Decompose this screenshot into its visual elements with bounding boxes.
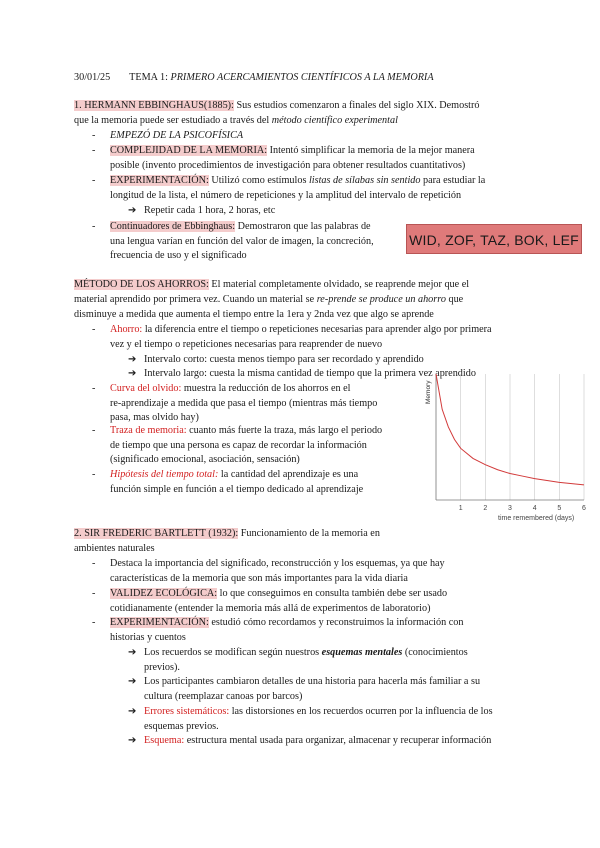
chart-tick-labels xyxy=(459,505,586,512)
ahorros-bullet-traza: Traza de memoria: cuanto más fuerte la traza, más largo el periodo de tiempo que una persona es capaz de recordar la información (significado emocional, asociación, sensación) xyxy=(110,425,383,466)
section1-sub-repetir: Repetir cada 1 hora, 2 horas, etc xyxy=(144,205,276,216)
bullet-dash: - xyxy=(92,324,96,335)
arrow-icon: ➔ xyxy=(128,735,137,746)
chart-x-tick-label: 1 xyxy=(458,505,463,512)
chart-y-axis-label: Memory xyxy=(425,380,432,404)
ahorros-sub-corto: Intervalo corto: cuesta menos tiempo para ser recordado y aprendido xyxy=(144,354,424,365)
ahorros-heading: MÉTODO DE LOS AHORROS: xyxy=(74,279,209,290)
chart-x-tick-label: 3 xyxy=(508,505,512,512)
ahorros-line1: MÉTODO DE LOS AHORROS: El material completamente olvidado, se reaprende mejor que el xyxy=(74,279,470,290)
arrow-icon: ➔ xyxy=(128,676,137,687)
bullet-dash: - xyxy=(92,175,96,186)
ahorros-line3: disminuye a medida que aumenta el tiempo entre la 1era y 2nda vez que algo se aprende xyxy=(74,309,434,320)
section1-bullet-continuadores: Continuadores de Ebbinghaus: Demostraron que las palabras de una lengua varían en función del valor de imagen, la concreción, frecuencia de uso y el significado xyxy=(110,221,374,262)
bullet-dash: - xyxy=(92,383,96,394)
ahorros-bullet-hipotesis: Hipótesis del tiempo total: la cantidad del aprendizaje es una función simple en función a el tiempo dedicado al aprendizaje xyxy=(110,469,364,495)
arrow-icon: ➔ xyxy=(128,205,137,216)
chart-x-tick-label: 2 xyxy=(483,505,488,512)
section1-intro-line1: 1. HERMANN EBBINGHAUS(1885): Sus estudios comenzaron a finales del siglo XIX. Demostró xyxy=(74,100,480,111)
section1-heading: 1. HERMANN EBBINGHAUS(1885): xyxy=(74,100,234,111)
ahorros-bullet-curva: Curva del olvido: muestra la reducción de los ahorros en el re-aprendizaje a medida que pasa el tiempo (mientras más tiempo pasa, mas olvido hay) xyxy=(110,383,378,424)
bullet-dash: - xyxy=(92,145,96,156)
chart-x-axis-label: time remembered (days) xyxy=(498,515,575,522)
section1-intro-line2: que la memoria puede ser estudiado a través del método científico experimental xyxy=(74,115,398,126)
header-date: 30/01/25 xyxy=(74,72,111,83)
bullet-dash: - xyxy=(92,558,96,569)
arrow-icon: ➔ xyxy=(128,647,137,658)
section2-bullet-experimentacion: EXPERIMENTACIÓN: estudió cómo recordamos y reconstruimos la información con historias y cuentos xyxy=(110,617,464,643)
section2-sub-participantes: Los participantes cambiaron detalles de una historia para hacerla más familiar a su cultura (reemplazar canoas por barcos) xyxy=(144,676,481,702)
section2-intro: 2. SIR FREDERIC BARTLETT (1932): Funcionamiento de la memoria en ambientes naturales xyxy=(74,528,380,554)
chart-gridlines xyxy=(461,374,584,500)
section2-sub-esquema: Esquema: estructura mental usada para organizar, almacenar y recuperar información xyxy=(144,735,492,746)
arrow-icon: ➔ xyxy=(128,354,137,365)
section2-heading: 2. SIR FREDERIC BARTLETT (1932): xyxy=(74,528,239,539)
bullet-dash: - xyxy=(92,425,96,436)
arrow-icon: ➔ xyxy=(128,706,137,717)
bullet-dash: - xyxy=(92,617,96,628)
section1-bullet-psicofisica: EMPEZÓ DE LA PSICOFÍSICA xyxy=(110,130,244,141)
bullet-dash: - xyxy=(92,588,96,599)
syllables-example-box: WID, ZOF, TAZ, BOK, LEF xyxy=(406,224,582,254)
section2-sub-esquemas: Los recuerdos se modifican según nuestros esquemas mentales (conocimientos previos). xyxy=(144,647,468,673)
chart-x-tick-label: 4 xyxy=(532,505,537,512)
document-header xyxy=(74,71,434,86)
ahorros-line2: material aprendido por primera vez. Cuando un material se re-prende se produce un ahorro que xyxy=(74,294,464,305)
forgetting-curve-chart xyxy=(418,368,590,524)
chart-x-tick-label: 6 xyxy=(582,505,586,512)
ahorros-bullet-ahorro: Ahorro: la diferencia entre el tiempo o repeticiones necesarias para aprender algo por primera vez y el tiempo o repeticiones necesarias para reaprender de nuevo xyxy=(110,324,492,350)
section1-bullet-complejidad: COMPLEJIDAD DE LA MEMORIA: Intentó simplificar la memoria de la mejor manera posible (invento procedimientos de investigación para obtener resultados cuantitativos) xyxy=(110,145,475,171)
bullet-dash: - xyxy=(92,221,96,232)
section2-sub-errores: Errores sistemáticos: las distorsiones en los recuerdos ocurren por la influencia de los esquemas previos. xyxy=(144,706,493,732)
header-topic-title: PRIMERO ACERCAMIENTOS CIENTÍFICOS A LA MEMORIA xyxy=(170,72,434,83)
arrow-icon: ➔ xyxy=(128,368,137,379)
bullet-dash: - xyxy=(92,130,96,141)
header-topic: TEMA 1: xyxy=(129,72,168,83)
section2-bullet-validez: VALIDEZ ECOLÓGICA: lo que conseguimos en consulta también debe ser usado cotidianamente (entender la memoria más allá de experimentos de laboratorio) xyxy=(110,588,448,614)
ahorros-sub-largo: Intervalo largo: cuesta la misma cantidad de tiempo que la primera vez aprendido xyxy=(144,368,476,379)
section1-bullet-experimentacion: EXPERIMENTACIÓN: Utilizó como estímulos listas de sílabas sin sentido para estudiar la longitud de la lista, el número de repeticiones y la amplitud del intervalo de repetición xyxy=(110,175,486,201)
bullet-dash: - xyxy=(92,469,96,480)
section2-bullet-significado: Destaca la importancia del significado, reconstrucción y los esquemas, ya que hay características de la memoria que son más importantes para la vida diaria xyxy=(110,558,445,584)
chart-x-tick-label: 5 xyxy=(557,505,562,512)
